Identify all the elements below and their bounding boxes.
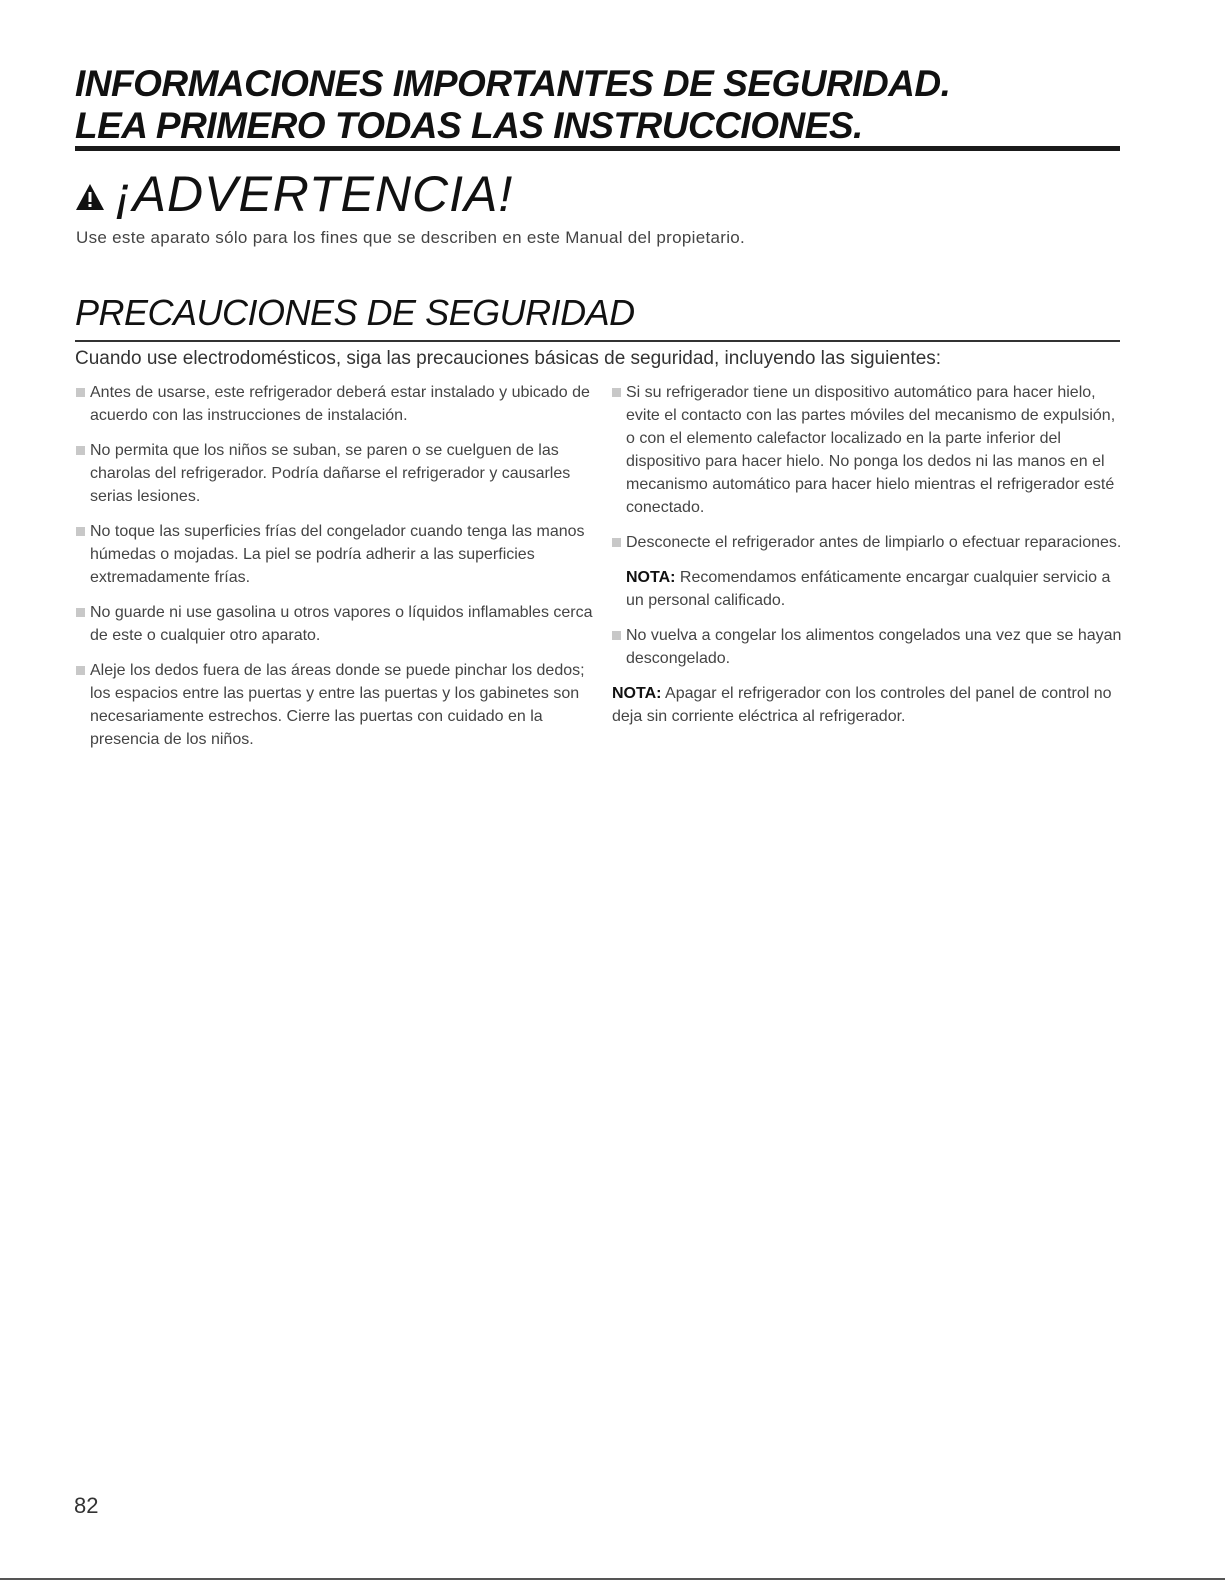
bullet-icon (76, 446, 85, 455)
header-title-line-2: LEA PRIMERO TODAS LAS INSTRUCCIONES. (75, 105, 863, 146)
bullet-icon (612, 631, 621, 640)
note-label: NOTA: (626, 569, 676, 586)
bullet-icon (76, 666, 85, 675)
note-service (612, 566, 1122, 612)
list-item: No guarde ni use gasolina u otros vapores o líquidos inflamables cerca de este o cualquier otro aparato. (76, 601, 596, 647)
bullet-icon (612, 388, 621, 397)
section-title: PRECAUCIONES DE SEGURIDAD (75, 292, 635, 333)
bullet-icon (76, 527, 85, 536)
bullet-icon (76, 388, 85, 397)
page-header (75, 63, 1120, 147)
list-item: Desconecte el refrigerador antes de limpiarlo o efectuar reparaciones. (612, 531, 1122, 554)
section-intro: Cuando use electrodomésticos, siga las precauciones básicas de seguridad, incluyendo las siguientes: (75, 348, 942, 369)
list-item: Antes de usarse, este refrigerador deberá estar instalado y ubicado de acuerdo con las instrucciones de instalación. (76, 381, 596, 427)
note-text: Recomendamos enfáticamente encargar cualquier servicio a un personal calificado. (626, 569, 1111, 609)
left-column (76, 381, 596, 763)
warning-text: Use este aparato sólo para los fines que se describen en este Manual del propietario. (76, 228, 746, 247)
bullet-icon (612, 538, 621, 547)
list-item: No vuelva a congelar los alimentos congelados una vez que se hayan descongelado. (612, 624, 1122, 670)
warning-title: ¡ADVERTENCIA! (115, 165, 514, 222)
list-item: No toque las superficies frías del congelador cuando tenga las manos húmedas o mojadas. La piel se podría adherir a las superficies extremadamente frías. (76, 520, 596, 589)
warning-heading (75, 160, 513, 224)
header-divider (75, 146, 1120, 151)
warning-triangle-icon (75, 164, 105, 224)
list-item: No permita que los niños se suban, se paren o se cuelguen de las charolas del refrigerador. Podría dañarse el refrigerador y causarles serias lesiones. (76, 439, 596, 508)
note-label: NOTA: (612, 685, 662, 702)
right-column (612, 381, 1122, 740)
list-item: Aleje los dedos fuera de las áreas donde se puede pinchar los dedos; los espacios entre las puertas y entre las puertas y los gabinetes son necesariamente estrechos. Cierre las puertas con cuidado en la presencia de los niños. (76, 659, 596, 751)
header-title-line-1: INFORMACIONES IMPORTANTES DE SEGURIDAD. (75, 63, 951, 104)
page-number: 82 (74, 1493, 99, 1518)
note-text: Apagar el refrigerador con los controles del panel de control no deja sin corriente eléctrica al refrigerador. (612, 685, 1112, 725)
page-bottom-rule (0, 1578, 1225, 1580)
list-item: Si su refrigerador tiene un dispositivo automático para hacer hielo, evite el contacto con las partes móviles del mecanismo de expulsión, o con el elemento calefactor localizado en la parte inferior del dispositivo para hacer hielo. No ponga los dedos ni las manos en el mecanismo automático para hacer hielo mientras el refrigerador esté conectado. (612, 381, 1122, 519)
section-divider (75, 340, 1120, 342)
bullet-icon (76, 608, 85, 617)
note-controls (612, 682, 1122, 728)
